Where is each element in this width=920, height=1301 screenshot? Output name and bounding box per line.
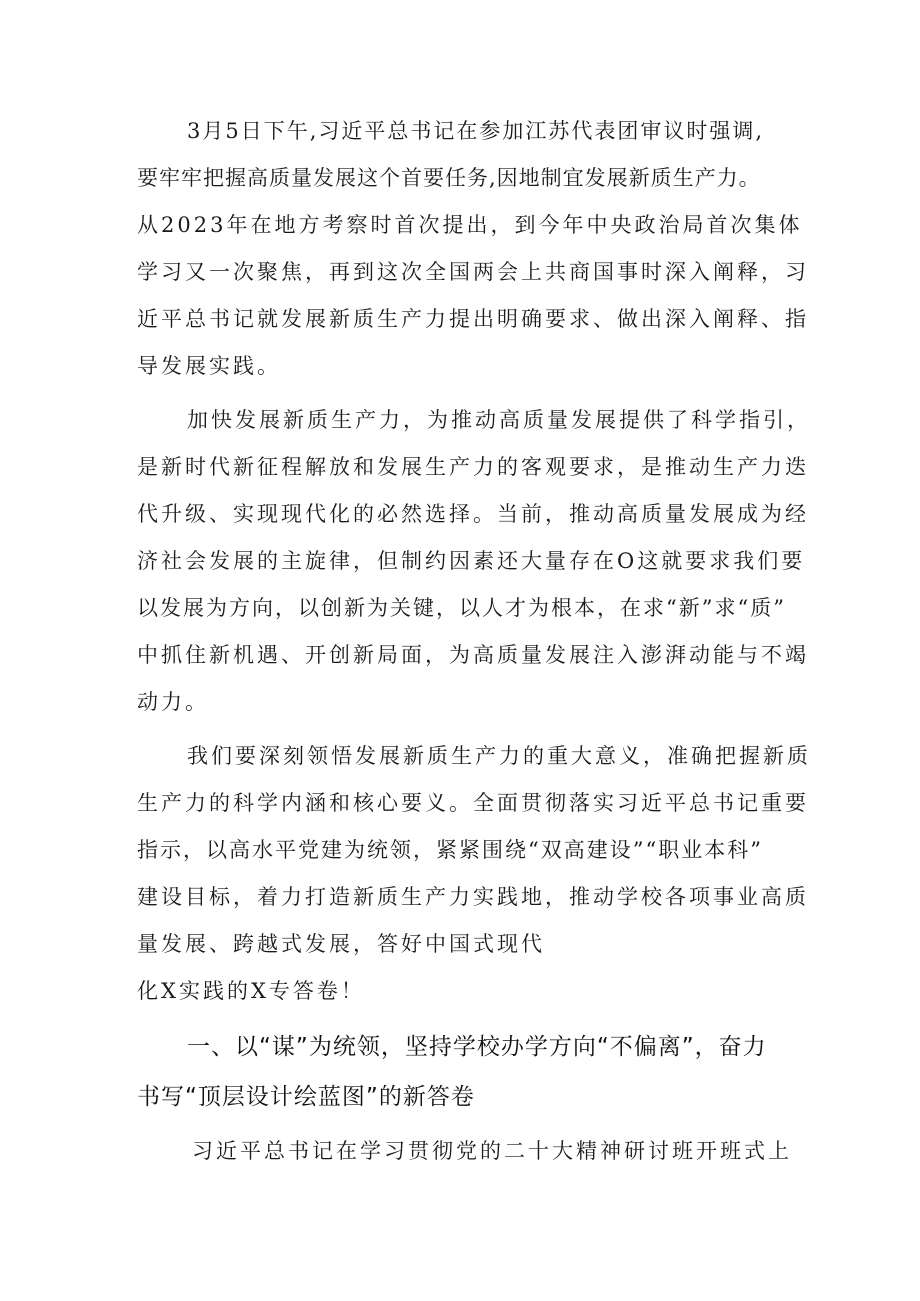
paragraph-1-line-1: 3月5日下午,习近平总书记在参加江苏代表团审议时强调, <box>187 119 765 143</box>
paragraph-2-line-3: 代升级、实现现代化的必然选择。当前，推动高质量发展成为经 <box>137 502 809 526</box>
section-heading-line-1: 一、以“谋”为统领，坚持学校办学方向“不偏离”，奋力 <box>187 1034 767 1060</box>
paragraph-2-line-6: 中抓住新机遇、开创新局面，为高质量发展注入澎湃动能与不竭 <box>137 643 809 667</box>
paragraph-1-line-5: 近平总书记就发展新质生产力提出明确要求、做出深入阐释、指 <box>137 307 809 331</box>
paragraph-3-line-3: 指示，以高水平党建为统领，紧紧围绕“双高建设”“职业本科” <box>137 838 763 862</box>
paragraph-1-line-3: 从2023年在地方考察时首次提出，到今年中央政治局首次集体 <box>137 213 803 237</box>
paragraph-3-line-5: 量发展、跨越式发展，答好中国式现代 <box>137 932 545 956</box>
paragraph-1-line-6: 导发展实践。 <box>137 354 281 378</box>
paragraph-2-line-2: 是新时代新征程解放和发展生产力的客观要求，是推动生产力迭 <box>137 455 809 479</box>
paragraph-2-line-1: 加快发展新质生产力，为推动高质量发展提供了科学指引， <box>187 408 811 432</box>
paragraph-3-line-1: 我们要深刻领悟发展新质生产力的重大意义，准确把握新质 <box>187 744 811 768</box>
paragraph-2-line-7: 动力。 <box>137 690 209 714</box>
paragraph-1-line-4: 学习又一次聚焦，再到这次全国两会上共商国事时深入阐释，习 <box>137 260 809 284</box>
paragraph-1-line-2: 要牢牢把握高质量发展这个首要任务,因地制宜发展新质生产力。 <box>137 166 761 190</box>
section-heading-line-2: 书写“顶层设计绘蓝图”的新答卷 <box>137 1084 475 1110</box>
paragraph-3-line-6: 化X实践的X专答卷！ <box>137 979 365 1003</box>
paragraph-3-line-2: 生产力的科学内涵和核心要义。全面贯彻落实习近平总书记重要 <box>137 791 809 815</box>
paragraph-3-line-4: 建设目标，着力打造新质生产力实践地，推动学校各项事业高质 <box>137 885 809 909</box>
paragraph-2-line-5: 以发展为方向，以创新为关键，以人才为根本，在求“新”求“质” <box>137 596 786 620</box>
closing-paragraph-line-1: 习近平总书记在学习贯彻党的二十大精神研讨班开班式上 <box>192 1139 792 1163</box>
paragraph-2-line-4: 济社会发展的主旋律，但制约因素还大量存在O这就要求我们要 <box>137 549 806 573</box>
